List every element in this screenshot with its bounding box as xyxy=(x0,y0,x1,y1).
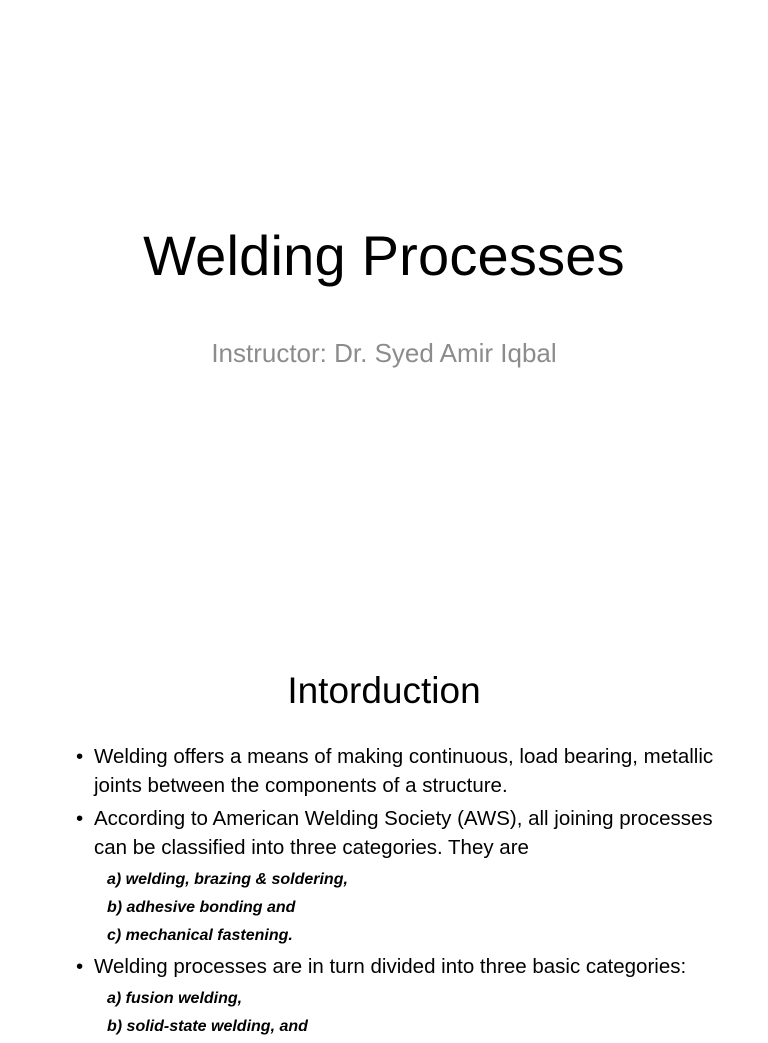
sub-list-item: c) mechanical fastening. xyxy=(107,927,293,944)
sub-list-item: b) adhesive bonding and xyxy=(107,899,296,916)
sub-list-item: a) welding, brazing & soldering, xyxy=(107,871,348,888)
slide-title: Welding Processes xyxy=(143,224,625,287)
slide-subtitle: Instructor: Dr. Syed Amir Iqbal xyxy=(211,338,557,368)
bullet-text: According to American Welding Society (AWS), all joining processes can be classified into three categories. They are xyxy=(94,807,713,859)
sub-list xyxy=(74,985,734,1041)
sub-list-item: b) solid-state welding, and xyxy=(107,1018,308,1035)
bullet-item xyxy=(74,742,734,800)
bullet-text: Welding processes are in turn divided into three basic categories: xyxy=(94,955,687,978)
sub-list-item: a) fusion welding, xyxy=(107,990,243,1007)
slide-heading: Intorduction xyxy=(287,670,481,711)
bullet-dot-icon: • xyxy=(76,955,84,978)
bullet-item xyxy=(74,804,734,862)
sub-list xyxy=(74,866,734,950)
bullet-dot-icon: • xyxy=(76,807,84,830)
bullet-item xyxy=(74,952,734,981)
bullet-dot-icon: • xyxy=(76,745,84,768)
bullet-list xyxy=(74,742,734,1043)
introduction-slide xyxy=(0,576,768,1035)
bullet-text: Welding offers a means of making continuous, load bearing, metallic joints between the components of a structure. xyxy=(94,745,714,797)
